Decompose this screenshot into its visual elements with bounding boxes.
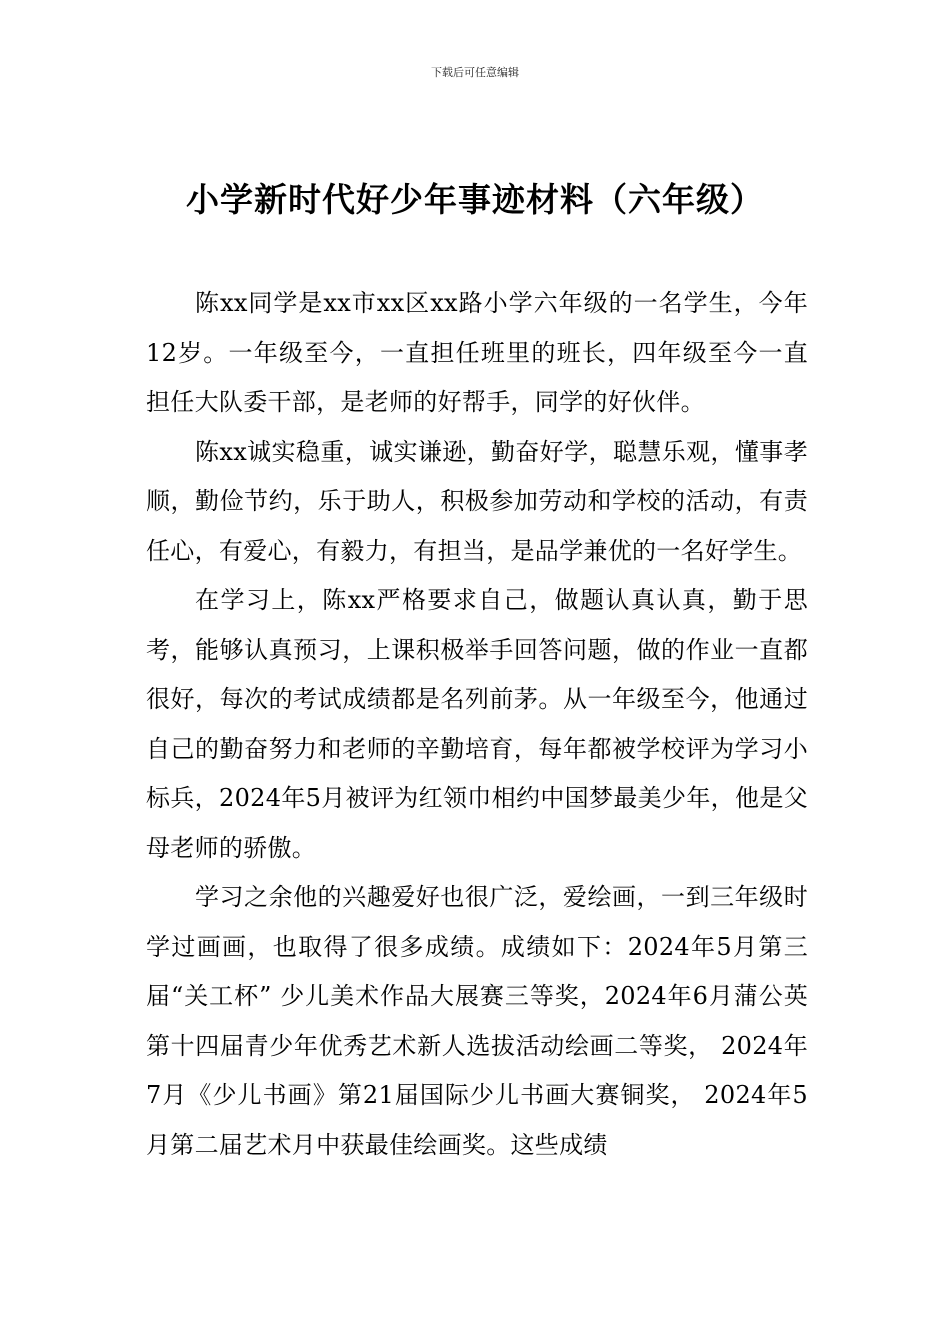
- document-title: 小学新时代好少年事迹材料（六年级）: [186, 180, 764, 219]
- page-header-note: 下载后可任意编辑: [431, 66, 519, 79]
- document-body: [146, 279, 808, 1170]
- paragraph-hobbies: 学习之余他的兴趣爱好也很广泛，爱绘画，一到三年级时学过画画，也取得了很多成绩。成绩如下：2024年5月第三届“关工杯” 少儿美术作品大展赛三等奖，2024年6月蒲公英第十四届青少年优秀艺术新人选拔活动绘画二等奖， 2024年7月《少儿书画》第21届国际少儿书画大赛铜奖， 2024年5月第二届艺术月中获最佳绘画奖。这些成绩: [146, 883, 808, 1159]
- paragraph-introduction: 陈xx同学是xx市xx区xx路小学六年级的一名学生，今年12岁。一年级至今，一直担任班里的班长，四年级至今一直担任大队委干部，是老师的好帮手，同学的好伙伴。: [146, 289, 808, 416]
- paragraph-study: 在学习上，陈xx严格要求自己，做题认真认真，勤于思考，能够认真预习，上课积极举手回答问题，做的作业一直都很好，每次的考试成绩都是名列前茅。从一年级至今，他通过自己的勤奋努力和老师的辛勤培育，每年都被学校评为学习小标兵，2024年5月被评为红领巾相约中国梦最美少年，他是父母老师的骄傲。: [146, 586, 808, 862]
- paragraph-character: 陈xx诚实稳重，诚实谦逊，勤奋好学，聪慧乐观，懂事孝顺，勤俭节约，乐于助人，积极参加劳动和学校的活动，有责任心，有爱心，有毅力，有担当，是品学兼优的一名好学生。: [146, 437, 808, 565]
